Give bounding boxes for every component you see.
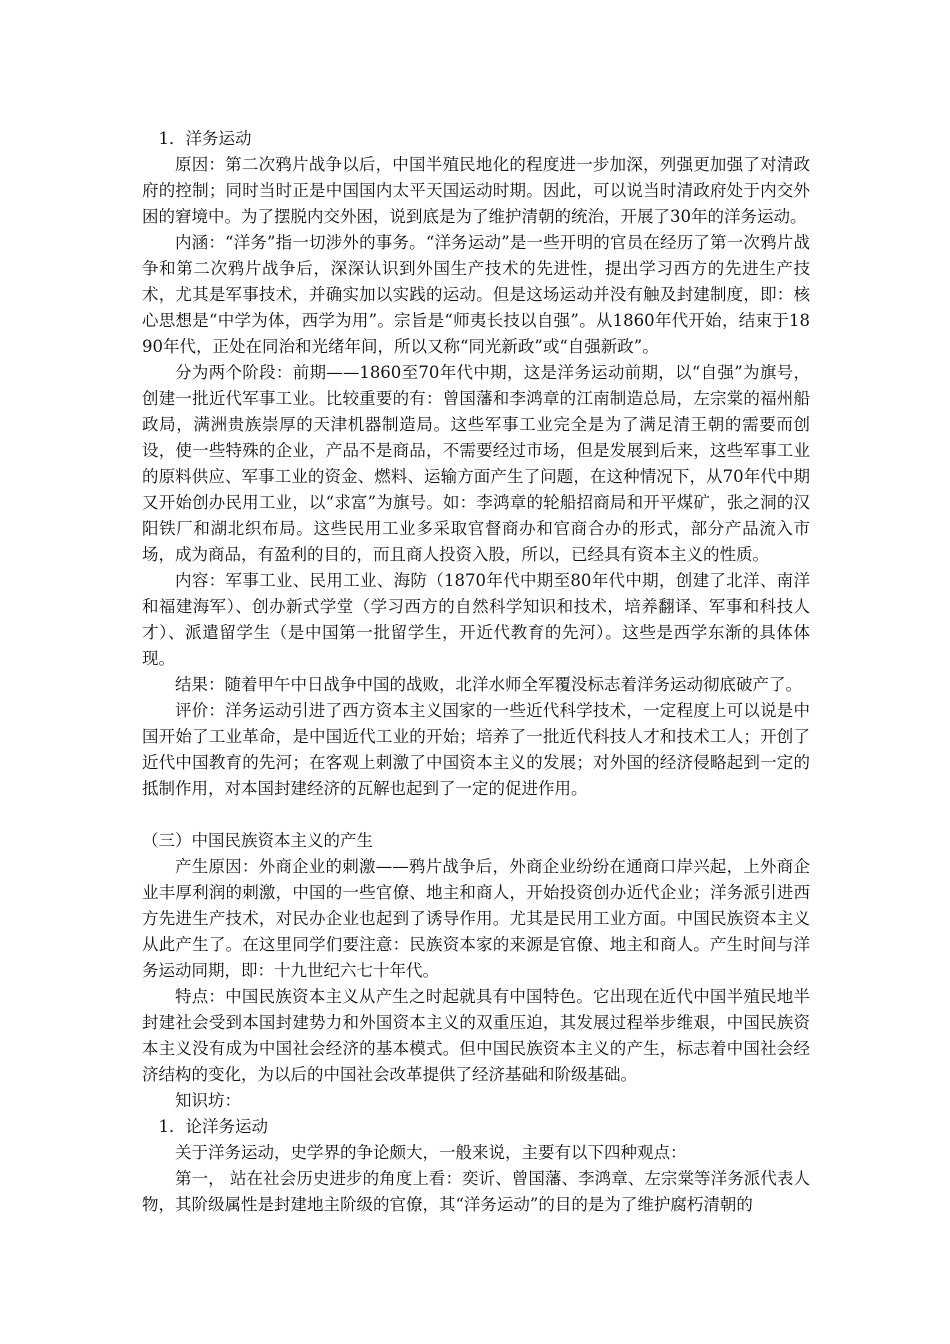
paragraph-cause: 原因：第二次鸦片战争以后，中国半殖民地化的程度进一步加深，列强更加强了对清政府的控制；同时当时正是中国国内太平天国运动时期。因此，可以说当时清政府处于内交外困的窘境中。为了摆脱内交外困，说到底是为了维护清朝的统治，开展了30年的洋务运动。 (142, 155, 810, 226)
document-body (142, 126, 810, 1218)
paragraph-evaluation: 评价：洋务运动引进了西方资本主义国家的一些近代科学技术，一定程度上可以说是中国开始了工业革命，是中国近代工业的开始；培养了一批近代科技人才和技术工人；开创了近代中国教育的先河；在客观上刺激了中国资本主义的发展；对外国的经济侵略起到一定的抵制作用，对本国封建经济的瓦解也起到了一定的促进作用。 (142, 701, 810, 798)
paragraph-result: 结果：随着甲午中日战争中国的战败，北洋水师全军覆没标志着洋务运动彻底破产了。 (175, 675, 802, 694)
paragraph-content: 内容：军事工业、民用工业、海防（1870年代中期至80年代中期，创建了北洋、南洋和福建海军）、创办新式学堂（学习西方的自然科学知识和技术，培养翻译、军事和科技人才）、派遣留学生（是中国第一批留学生，开近代教育的先河）。这些是西学东渐的具体体现。 (142, 571, 810, 668)
paragraph-stages: 分为两个阶段：前期——1860至70年代中期，这是洋务运动前期，以“自强”为旗号，创建一批近代军事工业。比较重要的有：曾国藩和李鸿章的江南制造总局，左宗棠的福州船政局，满洲贵族崇厚的天津机器制造局。这些军事工业完全是为了满足清王朝的需要而创设，使一些特殊的企业，产品不是商品，不需要经过市场，但是发展到后来，这些军事工业的原料供应、军事工业的资金、燃料、运输方面产生了问题，在这种情况下，从70年代中期又开始创办民用工业，以“求富”为旗号。如：李鸿章的轮船招商局和开平煤矿，张之洞的汉阳铁厂和湖北织布局。这些民用工业多采取官督商办和官商合办的形式，部分产品流入市场，成为商品，有盈利的目的，而且商人投资入股，所以，已经具有资本主义的性质。 (142, 363, 810, 564)
blank-line (142, 802, 810, 828)
paragraph-debate: 关于洋务运动，史学界的争论颇大，一般来说，主要有以下四种观点： (175, 1143, 687, 1162)
paragraph-origin: 产生原因：外商企业的刺激——鸦片战争后，外商企业纷纷在通商口岸兴起，上外商企业丰厚利润的刺激，中国的一些官僚、地主和商人，开始投资创办近代企业；洋务派引进西方先进生产技术，对民办企业也起到了诱导作用。尤其是民用工业方面。中国民族资本主义从此产生了。在这里同学们要注意：民族资本家的来源是官僚、地主和商人。产生时间与洋务运动同期，即：十九世纪六七十年代。 (142, 857, 810, 980)
section-heading-westernization: 1．洋务运动 (158, 129, 252, 148)
section-heading-debate: 1．论洋务运动 (158, 1117, 268, 1136)
section-heading-national-capitalism: （三）中国民族资本主义的产生 (142, 831, 373, 850)
paragraph-knowledge: 知识坊： (175, 1091, 241, 1110)
paragraph-first-view: 第一， 站在社会历史进步的角度上看：奕䜣、曾国藩、李鸿章、左宗棠等洋务派代表人物，其阶级属性是封建地主阶级的官僚，其“洋务运动”的目的是为了维护腐朽清朝的 (142, 1169, 810, 1214)
paragraph-features: 特点：中国民族资本主义从产生之时起就具有中国特色。它出现在近代中国半殖民地半封建社会受到本国封建势力和外国资本主义的双重压迫，其发展过程举步维艰，中国民族资本主义没有成为中国社会经济的基本模式。但中国民族资本主义的产生，标志着中国社会经济结构的变化，为以后的中国社会改革提供了经济基础和阶级基础。 (142, 987, 810, 1084)
paragraph-meaning: 内涵：“洋务”指一切涉外的事务。“洋务运动”是一些开明的官员在经历了第一次鸦片战争和第二次鸦片战争后，深深认识到外国生产技术的先进性，提出学习西方的先进生产技术，尤其是军事技术，并确实加以实践的运动。但是这场运动并没有触及封建制度，即：核心思想是“中学为体，西学为用”。宗旨是“师夷长技以自强”。从1860年代开始，结束于1890年代，正处在同治和光绪年间，所以又称“同光新政”或“自强新政”。 (142, 233, 810, 356)
